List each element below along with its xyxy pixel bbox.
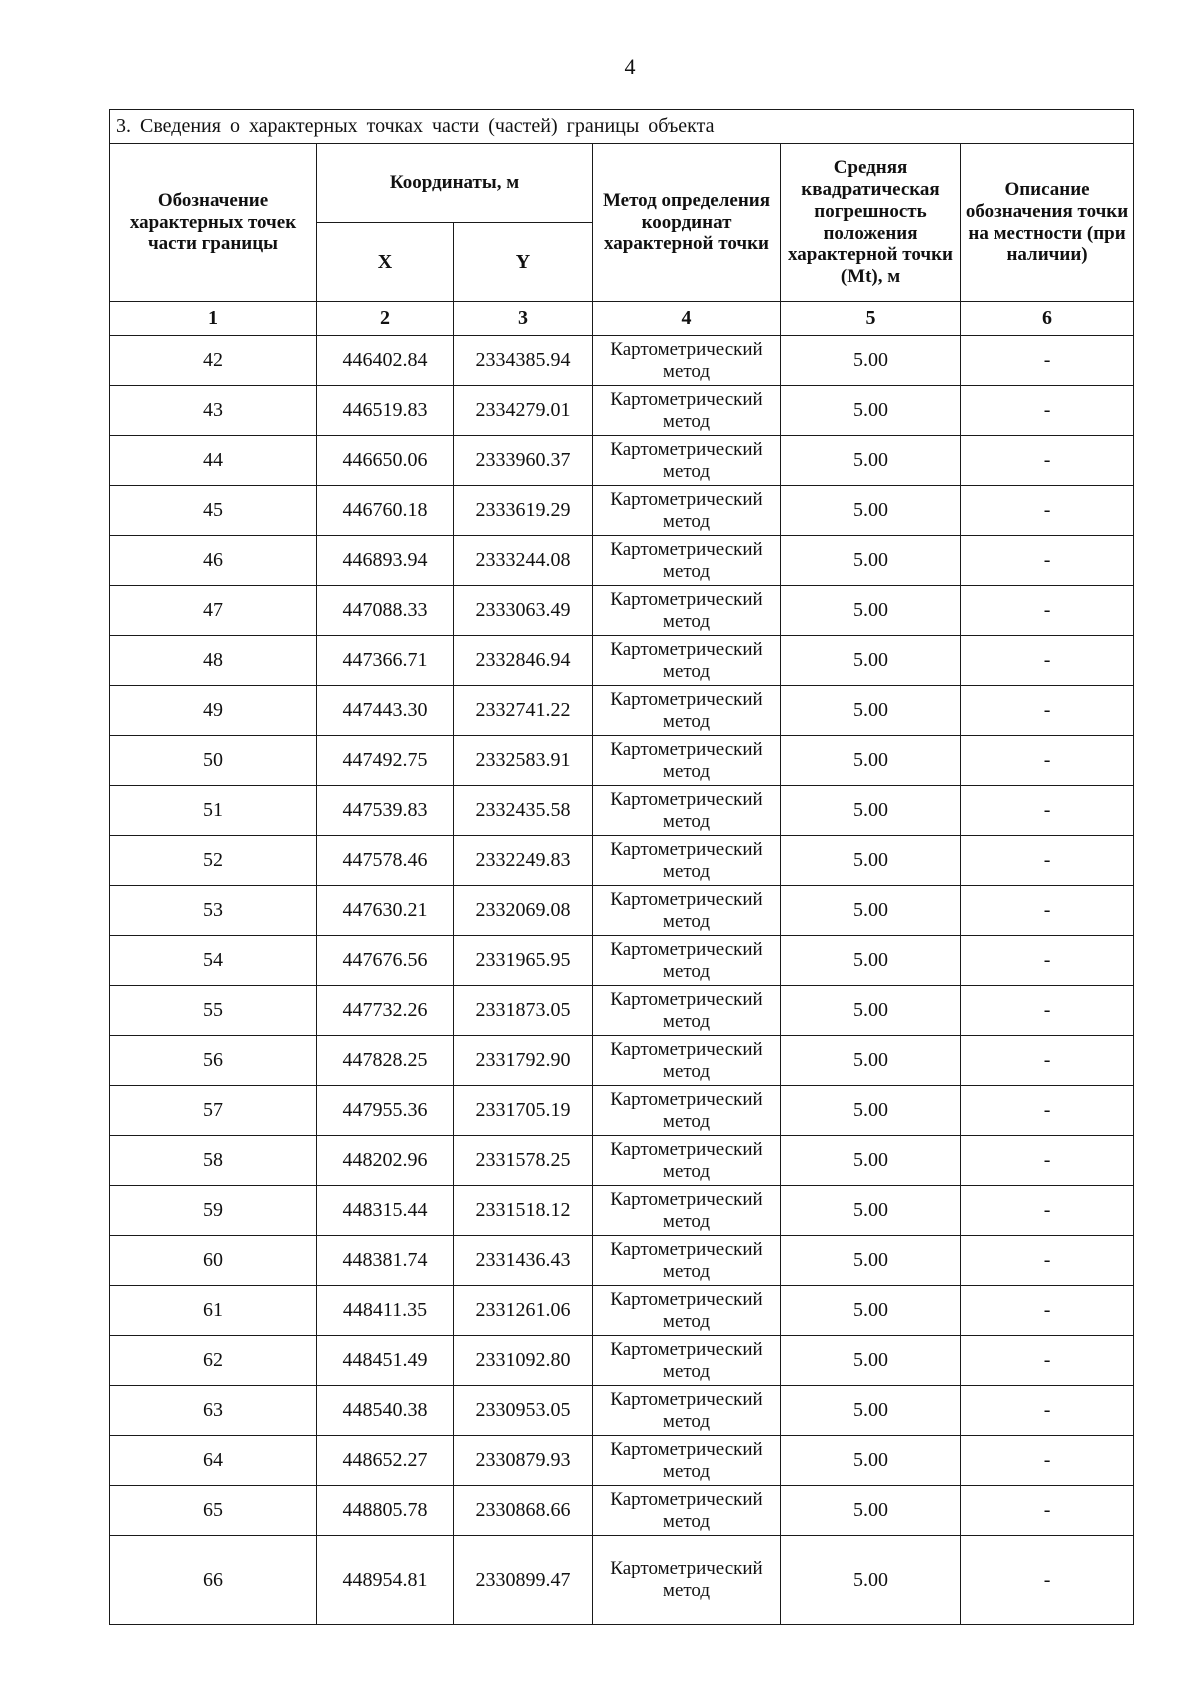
y-coordinate-cell: 2331261.06 [454, 1286, 593, 1336]
method-line-1: Картометрический [610, 1088, 763, 1110]
error-cell: 5.00 [781, 836, 961, 886]
table-row [110, 586, 1134, 636]
method-line-2: метод [662, 1010, 711, 1032]
method-cell [593, 686, 781, 736]
table-row [110, 836, 1134, 886]
y-coordinate-cell: 2333960.37 [454, 436, 593, 486]
method-line-2: метод [662, 660, 711, 682]
description-cell: - [961, 886, 1134, 936]
y-coordinate-cell: 2330868.66 [454, 1486, 593, 1536]
y-coordinate-cell: 2331705.19 [454, 1086, 593, 1136]
x-coordinate-cell: 448954.81 [317, 1536, 454, 1625]
method-cell [593, 1186, 781, 1236]
description-cell: - [961, 1036, 1134, 1086]
method-line-1: Картометрический [610, 1388, 763, 1410]
point-id-cell: 53 [110, 886, 317, 936]
error-cell: 5.00 [781, 1286, 961, 1336]
error-cell: 5.00 [781, 1486, 961, 1536]
description-cell: - [961, 1386, 1134, 1436]
table-row [110, 1086, 1134, 1136]
error-cell: 5.00 [781, 486, 961, 536]
method-line-2: метод [662, 1210, 711, 1232]
method-cell [593, 336, 781, 386]
method-line-2: метод [662, 910, 711, 932]
y-coordinate-cell: 2330953.05 [454, 1386, 593, 1436]
method-line-2: метод [662, 760, 711, 782]
y-coordinate-cell: 2334279.01 [454, 386, 593, 436]
x-coordinate-cell: 448652.27 [317, 1436, 454, 1486]
y-coordinate-cell: 2331965.95 [454, 936, 593, 986]
method-line-1: Картометрический [610, 488, 763, 510]
table-row [110, 1136, 1134, 1186]
error-cell: 5.00 [781, 336, 961, 386]
header-y: Y [454, 223, 593, 302]
column-number: 3 [454, 302, 593, 336]
method-line-2: метод [662, 1360, 711, 1382]
y-coordinate-cell: 2332741.22 [454, 686, 593, 736]
header-row-top [110, 144, 1134, 223]
x-coordinate-cell: 448381.74 [317, 1236, 454, 1286]
method-line-1: Картометрический [610, 538, 763, 560]
method-line-2: метод [662, 1510, 711, 1532]
method-cell [593, 586, 781, 636]
table-caption-row [110, 110, 1134, 144]
error-cell: 5.00 [781, 436, 961, 486]
table-row [110, 1536, 1134, 1625]
method-line-2: метод [662, 1060, 711, 1082]
column-number: 2 [317, 302, 454, 336]
point-id-cell: 43 [110, 386, 317, 436]
method-line-1: Картометрический [610, 388, 763, 410]
method-line-1: Картометрический [610, 1488, 763, 1510]
method-cell [593, 786, 781, 836]
method-cell [593, 1286, 781, 1336]
header-coordinates: Координаты, м [317, 144, 593, 223]
point-id-cell: 61 [110, 1286, 317, 1336]
description-cell: - [961, 1436, 1134, 1486]
table-row [110, 1186, 1134, 1236]
error-cell: 5.00 [781, 786, 961, 836]
error-cell: 5.00 [781, 1436, 961, 1486]
table-row [110, 886, 1134, 936]
y-coordinate-cell: 2330899.47 [454, 1536, 593, 1625]
method-line-1: Картометрический [610, 1558, 763, 1580]
y-coordinate-cell: 2331436.43 [454, 1236, 593, 1286]
header-designation: Обозначение характерных точек части границы [110, 144, 317, 302]
point-id-cell: 49 [110, 686, 317, 736]
table-row [110, 1336, 1134, 1386]
method-cell [593, 1136, 781, 1186]
method-line-2: метод [662, 410, 711, 432]
method-cell [593, 1086, 781, 1136]
method-line-2: метод [662, 710, 711, 732]
description-cell: - [961, 486, 1134, 536]
description-cell: - [961, 586, 1134, 636]
method-cell [593, 736, 781, 786]
x-coordinate-cell: 446402.84 [317, 336, 454, 386]
x-coordinate-cell: 447539.83 [317, 786, 454, 836]
table-row [110, 636, 1134, 686]
characteristic-points-table [109, 109, 1134, 1625]
y-coordinate-cell: 2331578.25 [454, 1136, 593, 1186]
method-line-2: метод [662, 960, 711, 982]
method-cell [593, 486, 781, 536]
method-line-1: Картометрический [610, 588, 763, 610]
error-cell: 5.00 [781, 1536, 961, 1625]
header-error: Средняя квадратическая погрешность положения характерной точки (Mt), м [781, 144, 961, 302]
method-cell [593, 836, 781, 886]
description-cell: - [961, 1236, 1134, 1286]
description-cell: - [961, 336, 1134, 386]
point-id-cell: 55 [110, 986, 317, 1036]
method-line-1: Картометрический [610, 1338, 763, 1360]
x-coordinate-cell: 447578.46 [317, 836, 454, 886]
section-caption: 3. Сведения о характерных точках части (частей) границы объекта [110, 110, 1134, 144]
point-id-cell: 62 [110, 1336, 317, 1386]
y-coordinate-cell: 2332069.08 [454, 886, 593, 936]
x-coordinate-cell: 448805.78 [317, 1486, 454, 1536]
x-coordinate-cell: 446893.94 [317, 536, 454, 586]
method-line-1: Картометрический [610, 1238, 763, 1260]
page-number: 4 [624, 54, 636, 79]
method-cell [593, 636, 781, 686]
description-cell: - [961, 1086, 1134, 1136]
method-cell [593, 1236, 781, 1286]
method-line-1: Картометрический [610, 738, 763, 760]
error-cell: 5.00 [781, 536, 961, 586]
table-row [110, 1036, 1134, 1086]
point-id-cell: 59 [110, 1186, 317, 1236]
y-coordinate-cell: 2331792.90 [454, 1036, 593, 1086]
description-cell: - [961, 836, 1134, 886]
description-cell: - [961, 1286, 1134, 1336]
x-coordinate-cell: 447828.25 [317, 1036, 454, 1086]
x-coordinate-cell: 447732.26 [317, 986, 454, 1036]
x-coordinate-cell: 447955.36 [317, 1086, 454, 1136]
column-number: 5 [781, 302, 961, 336]
description-cell: - [961, 436, 1134, 486]
description-cell: - [961, 536, 1134, 586]
column-number: 6 [961, 302, 1134, 336]
method-line-2: метод [662, 510, 711, 532]
x-coordinate-cell: 447366.71 [317, 636, 454, 686]
table-row [110, 686, 1134, 736]
error-cell: 5.00 [781, 986, 961, 1036]
method-line-1: Картометрический [610, 1038, 763, 1060]
point-id-cell: 46 [110, 536, 317, 586]
method-cell [593, 986, 781, 1036]
point-id-cell: 58 [110, 1136, 317, 1186]
y-coordinate-cell: 2334385.94 [454, 336, 593, 386]
error-cell: 5.00 [781, 936, 961, 986]
point-id-cell: 44 [110, 436, 317, 486]
error-cell: 5.00 [781, 1186, 961, 1236]
method-line-2: метод [662, 1260, 711, 1282]
table-row [110, 486, 1134, 536]
method-cell [593, 386, 781, 436]
point-id-cell: 50 [110, 736, 317, 786]
error-cell: 5.00 [781, 1386, 961, 1436]
table-row [110, 936, 1134, 986]
method-line-1: Картометрический [610, 888, 763, 910]
point-id-cell: 64 [110, 1436, 317, 1486]
error-cell: 5.00 [781, 886, 961, 936]
y-coordinate-cell: 2330879.93 [454, 1436, 593, 1486]
table-row [110, 1286, 1134, 1336]
y-coordinate-cell: 2333619.29 [454, 486, 593, 536]
description-cell: - [961, 1336, 1134, 1386]
table-row [110, 436, 1134, 486]
y-coordinate-cell: 2333063.49 [454, 586, 593, 636]
method-line-1: Картометрический [610, 1138, 763, 1160]
error-cell: 5.00 [781, 1036, 961, 1086]
x-coordinate-cell: 447676.56 [317, 936, 454, 986]
x-coordinate-cell: 447443.30 [317, 686, 454, 736]
table-row [110, 1236, 1134, 1286]
x-coordinate-cell: 447492.75 [317, 736, 454, 786]
description-cell: - [961, 386, 1134, 436]
method-cell [593, 1386, 781, 1436]
x-coordinate-cell: 448411.35 [317, 1286, 454, 1336]
method-line-2: метод [662, 810, 711, 832]
description-cell: - [961, 1186, 1134, 1236]
table-row [110, 986, 1134, 1036]
method-line-2: метод [662, 1110, 711, 1132]
point-id-cell: 45 [110, 486, 317, 536]
method-line-1: Картометрический [610, 1188, 763, 1210]
x-coordinate-cell: 447630.21 [317, 886, 454, 936]
y-coordinate-cell: 2333244.08 [454, 536, 593, 586]
y-coordinate-cell: 2332583.91 [454, 736, 593, 786]
error-cell: 5.00 [781, 636, 961, 686]
x-coordinate-cell: 448451.49 [317, 1336, 454, 1386]
method-cell [593, 1536, 781, 1625]
description-cell: - [961, 986, 1134, 1036]
method-line-1: Картометрический [610, 338, 763, 360]
description-cell: - [961, 1136, 1134, 1186]
method-cell [593, 936, 781, 986]
point-id-cell: 65 [110, 1486, 317, 1536]
point-id-cell: 63 [110, 1386, 317, 1436]
x-coordinate-cell: 448540.38 [317, 1386, 454, 1436]
method-line-1: Картометрический [610, 438, 763, 460]
table-row [110, 1386, 1134, 1436]
error-cell: 5.00 [781, 386, 961, 436]
method-line-1: Картометрический [610, 638, 763, 660]
error-cell: 5.00 [781, 586, 961, 636]
method-line-1: Картометрический [610, 938, 763, 960]
method-line-2: метод [662, 1310, 711, 1332]
error-cell: 5.00 [781, 1336, 961, 1386]
x-coordinate-cell: 446760.18 [317, 486, 454, 536]
description-cell: - [961, 636, 1134, 686]
method-line-2: метод [662, 1580, 711, 1601]
table-row [110, 386, 1134, 436]
table-row [110, 536, 1134, 586]
point-id-cell: 47 [110, 586, 317, 636]
method-line-2: метод [662, 1460, 711, 1482]
method-line-2: метод [662, 560, 711, 582]
method-cell [593, 1436, 781, 1486]
point-id-cell: 56 [110, 1036, 317, 1086]
header-x: X [317, 223, 454, 302]
table-row [110, 786, 1134, 836]
y-coordinate-cell: 2332435.58 [454, 786, 593, 836]
column-number: 1 [110, 302, 317, 336]
y-coordinate-cell: 2331518.12 [454, 1186, 593, 1236]
description-cell: - [961, 686, 1134, 736]
point-id-cell: 48 [110, 636, 317, 686]
point-id-cell: 52 [110, 836, 317, 886]
error-cell: 5.00 [781, 686, 961, 736]
description-cell: - [961, 1486, 1134, 1536]
method-line-1: Картометрический [610, 1288, 763, 1310]
method-cell [593, 886, 781, 936]
method-line-2: метод [662, 610, 711, 632]
header-method: Метод определения координат характерной точки [593, 144, 781, 302]
y-coordinate-cell: 2332846.94 [454, 636, 593, 686]
method-cell [593, 1486, 781, 1536]
error-cell: 5.00 [781, 1086, 961, 1136]
table-row [110, 736, 1134, 786]
method-line-2: метод [662, 360, 711, 382]
method-line-2: метод [662, 860, 711, 882]
error-cell: 5.00 [781, 1236, 961, 1286]
method-cell [593, 1036, 781, 1086]
y-coordinate-cell: 2331873.05 [454, 986, 593, 1036]
y-coordinate-cell: 2331092.80 [454, 1336, 593, 1386]
x-coordinate-cell: 448202.96 [317, 1136, 454, 1186]
method-line-2: метод [662, 460, 711, 482]
x-coordinate-cell: 447088.33 [317, 586, 454, 636]
method-cell [593, 536, 781, 586]
y-coordinate-cell: 2332249.83 [454, 836, 593, 886]
x-coordinate-cell: 448315.44 [317, 1186, 454, 1236]
x-coordinate-cell: 446650.06 [317, 436, 454, 486]
column-numbers-row [110, 302, 1134, 336]
error-cell: 5.00 [781, 1136, 961, 1186]
column-number: 4 [593, 302, 781, 336]
method-line-1: Картометрический [610, 788, 763, 810]
method-line-1: Картометрический [610, 1438, 763, 1460]
description-cell: - [961, 936, 1134, 986]
description-cell: - [961, 1536, 1134, 1625]
table-row [110, 1436, 1134, 1486]
method-line-1: Картометрический [610, 688, 763, 710]
x-coordinate-cell: 446519.83 [317, 386, 454, 436]
point-id-cell: 60 [110, 1236, 317, 1286]
description-cell: - [961, 786, 1134, 836]
method-line-2: метод [662, 1160, 711, 1182]
point-id-cell: 51 [110, 786, 317, 836]
error-cell: 5.00 [781, 736, 961, 786]
header-description: Описание обозначения точки на местности (при наличии) [961, 144, 1134, 302]
point-id-cell: 57 [110, 1086, 317, 1136]
method-line-1: Картометрический [610, 988, 763, 1010]
point-id-cell: 54 [110, 936, 317, 986]
table-row [110, 336, 1134, 386]
method-line-2: метод [662, 1410, 711, 1432]
method-cell [593, 1336, 781, 1386]
method-line-1: Картометрический [610, 838, 763, 860]
point-id-cell: 42 [110, 336, 317, 386]
description-cell: - [961, 736, 1134, 786]
table-row [110, 1486, 1134, 1536]
point-id-cell: 66 [110, 1536, 317, 1625]
method-cell [593, 436, 781, 486]
